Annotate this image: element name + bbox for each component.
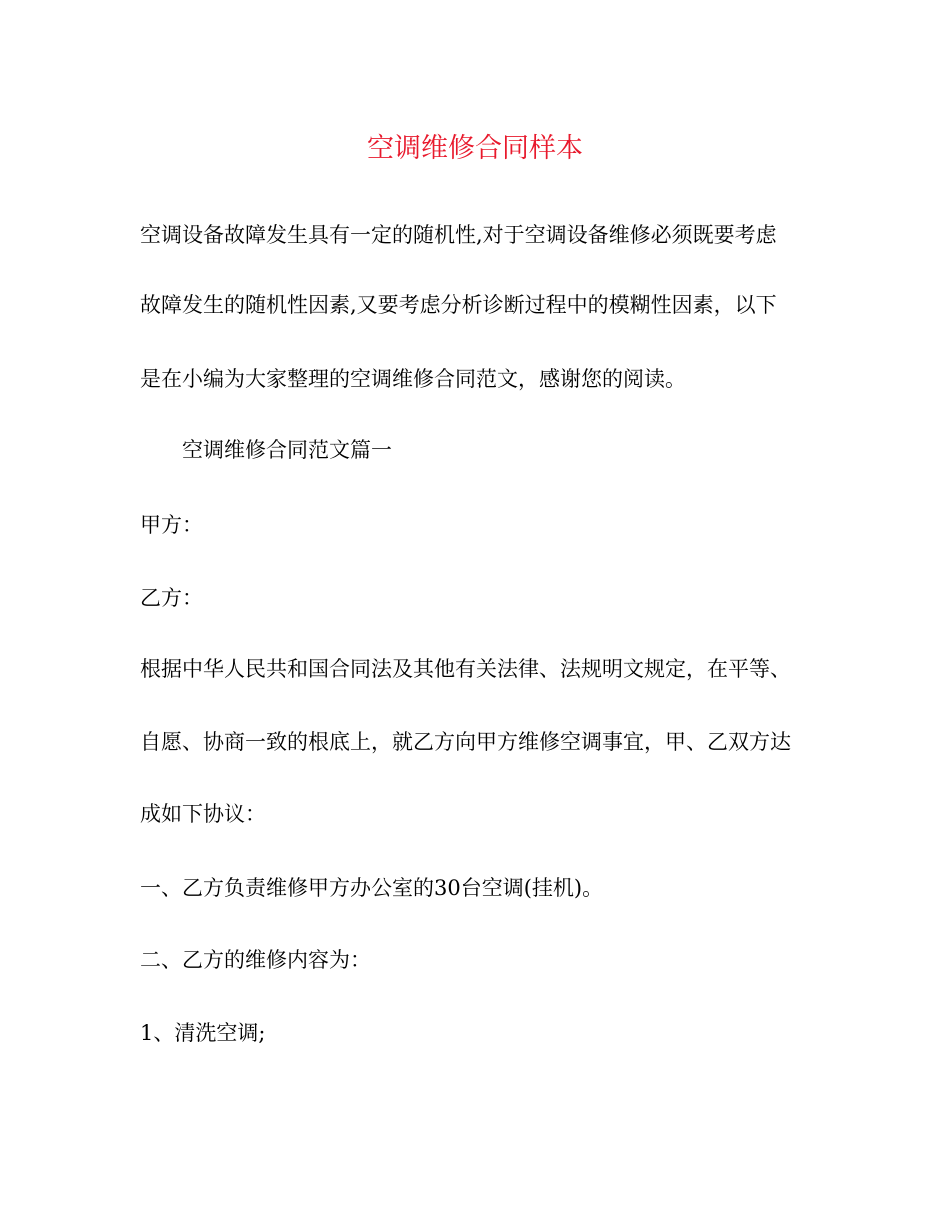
party-b-label: 乙方： bbox=[140, 586, 203, 610]
clause-1: 一、乙方负责维修甲方办公室的30台空调(挂机)。 bbox=[140, 876, 604, 900]
section-heading: 空调维修合同范文篇一 bbox=[182, 438, 392, 462]
intro-line-2: 故障发生的随机性因素,又要考虑分析诊断过程中的模糊性因素，以下 bbox=[140, 293, 777, 317]
party-a-label: 甲方： bbox=[140, 513, 203, 537]
clause-2-item-1: 1、清洗空调; bbox=[140, 1021, 266, 1045]
clause-2: 二、乙方的维修内容为： bbox=[140, 948, 371, 972]
document-title: 空调维修合同样本 bbox=[367, 133, 583, 164]
intro-line-1: 空调设备故障发生具有一定的随机性,对于空调设备维修必须既要考虑 bbox=[140, 223, 777, 247]
intro-line-3: 是在小编为大家整理的空调维修合同范文，感谢您的阅读。 bbox=[140, 367, 686, 391]
preamble-line-1: 根据中华人民共和国合同法及其他有关法律、法规明文规定，在平等、 bbox=[140, 657, 791, 681]
preamble-line-2: 自愿、协商一致的根底上，就乙方向甲方维修空调事宜，甲、乙双方达 bbox=[140, 730, 791, 754]
preamble-line-3: 成如下协议： bbox=[140, 802, 266, 826]
